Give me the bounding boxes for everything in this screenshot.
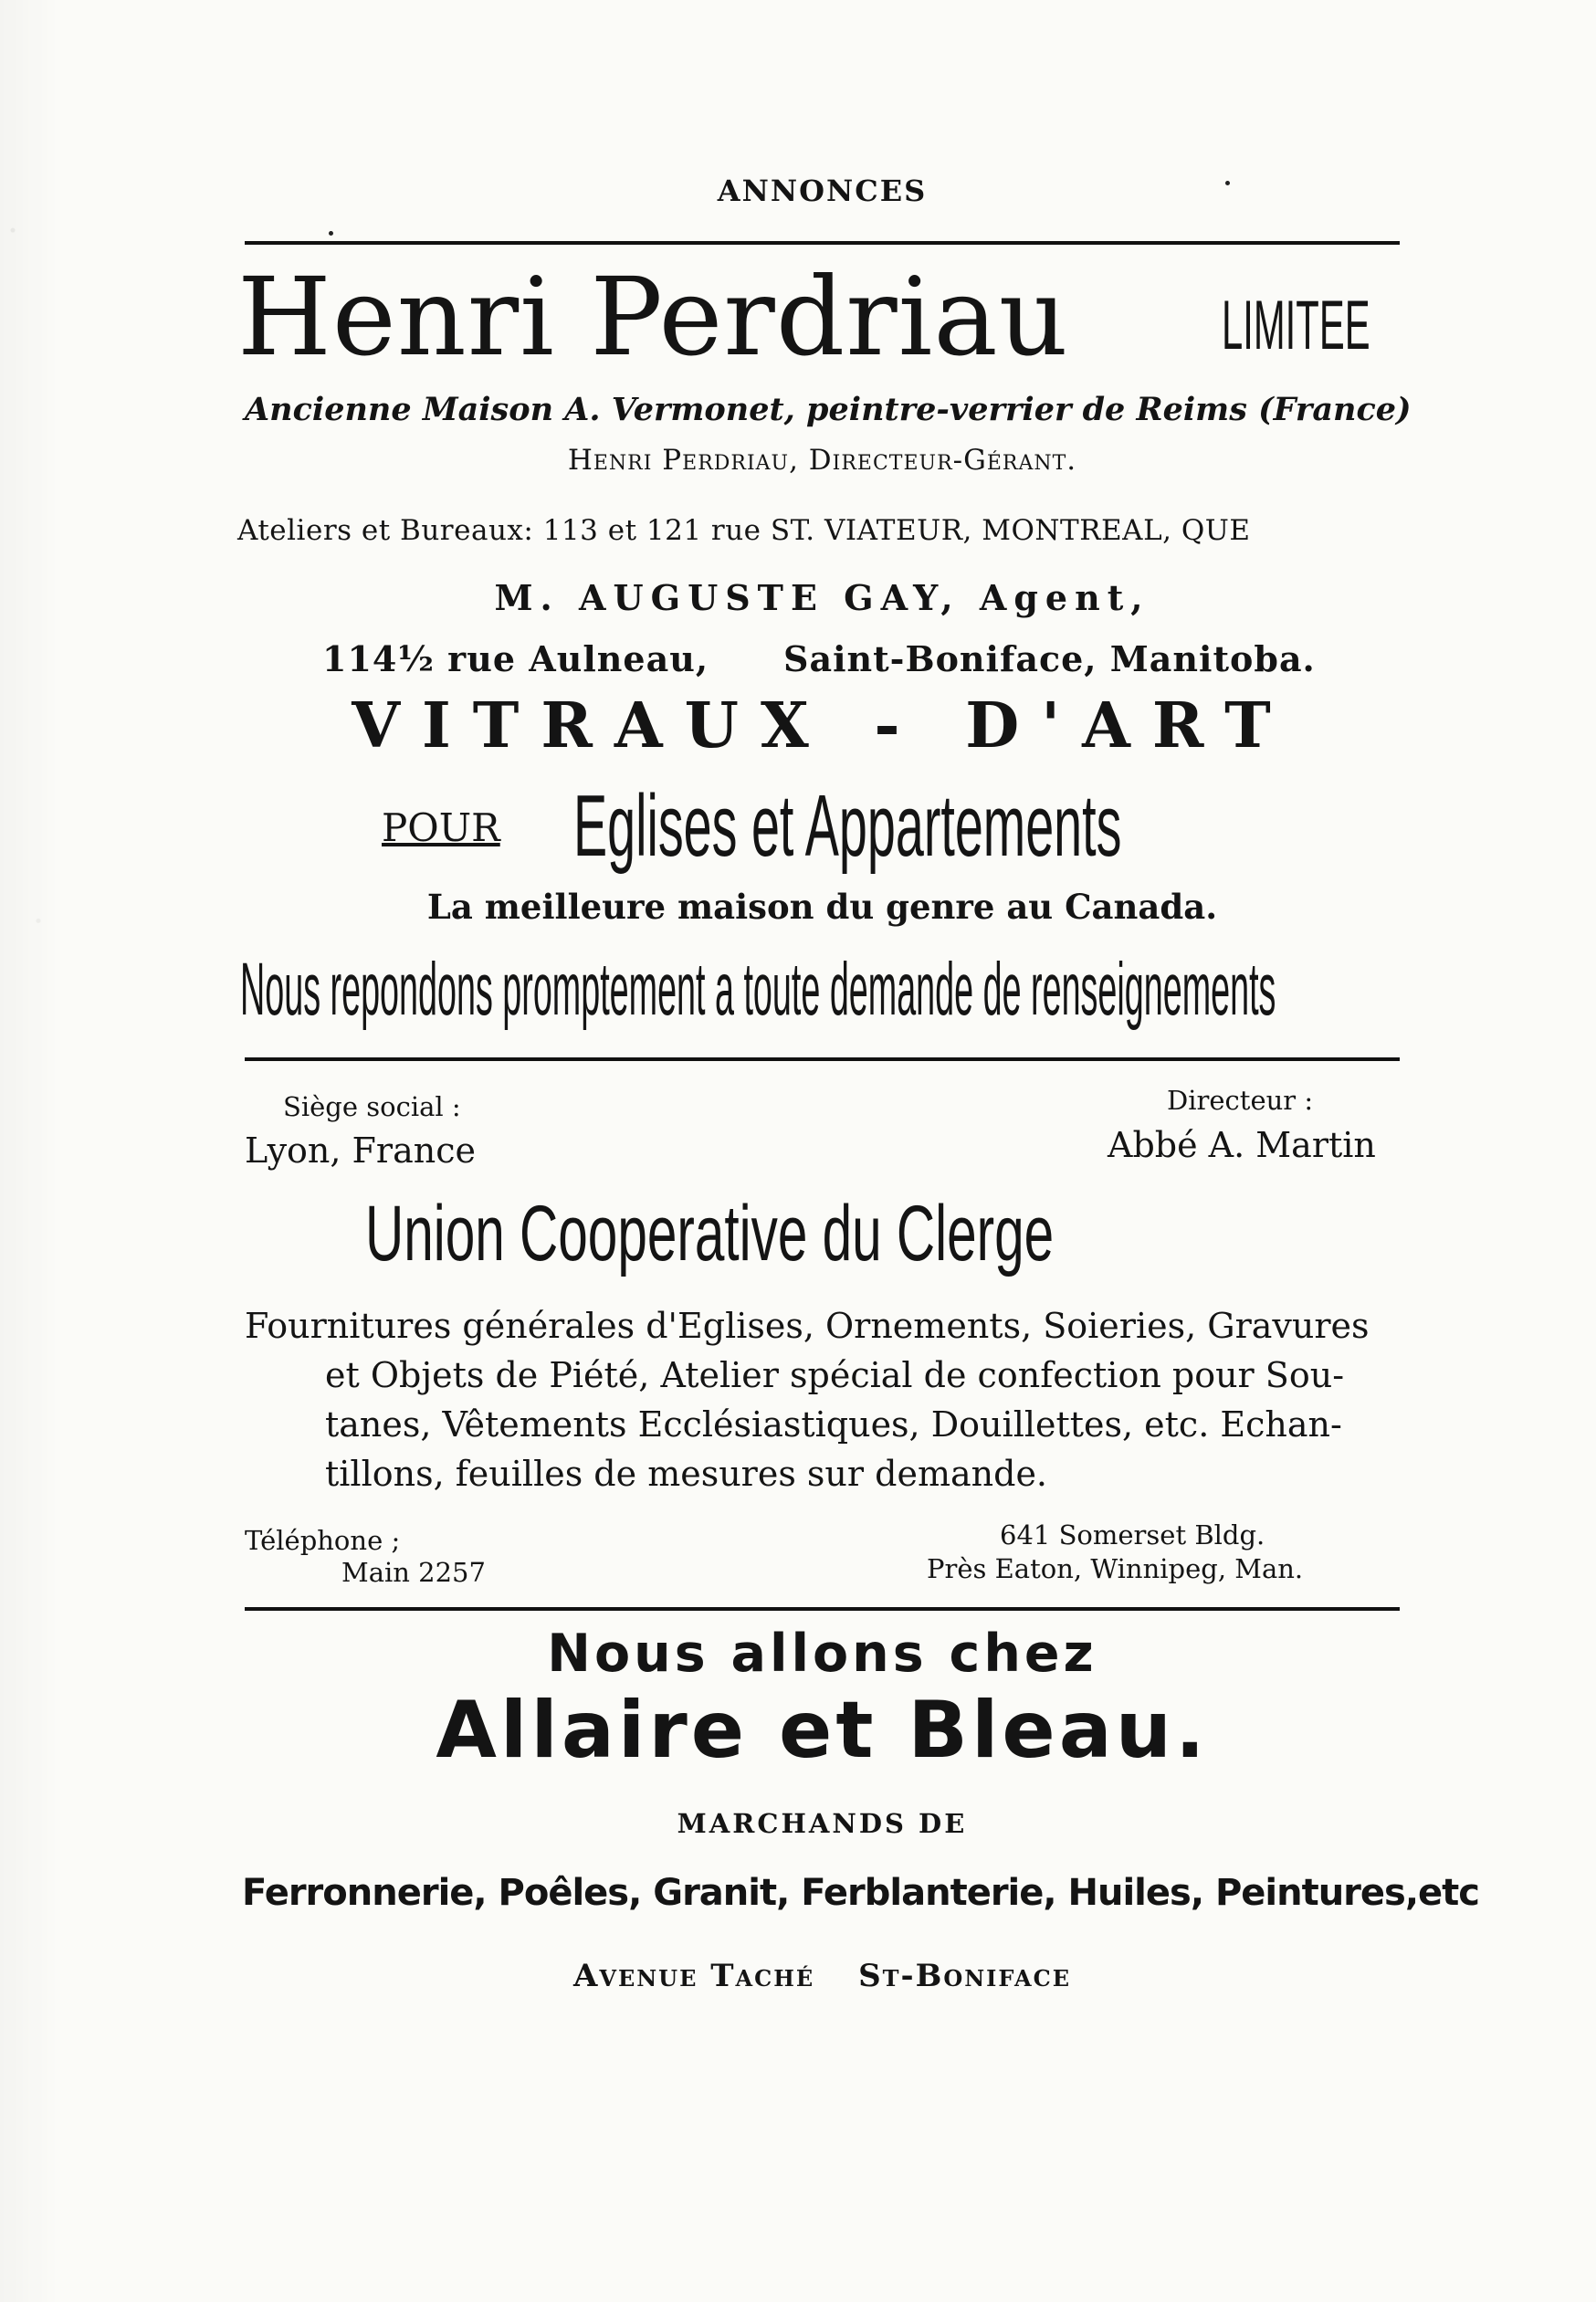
former-house-line: Ancienne Maison A. Vermonet, peintre-verrier de Reims (France) — [245, 391, 1412, 428]
vitraux-headline: VITRAUX - D'ART — [352, 689, 1293, 762]
canada-claim: La meilleure maison du genre au Canada. — [426, 887, 1218, 927]
allaire-title: Allaire et Bleau. — [436, 1685, 1209, 1776]
allaire-address — [245, 1958, 1400, 1994]
seat-value: Lyon, France — [245, 1130, 476, 1171]
agent-address — [322, 638, 1316, 679]
director-label: Directeur : — [1167, 1085, 1314, 1116]
response-line: Nous repondons promptement a toute demande de renseignements — [240, 948, 1276, 1031]
section-rule-1 — [245, 1057, 1400, 1061]
agent-name: M. AUGUSTE GAY, Agent, — [494, 577, 1150, 618]
description-line: tillons, feuilles de mesures sur demande. — [325, 1454, 1048, 1494]
telephone-label: Téléphone ; — [245, 1525, 401, 1556]
allaire-street: Avenue Taché — [572, 1958, 815, 1994]
top-rule — [245, 241, 1400, 245]
description-line: et Objets de Piété, Atelier spécial de confection pour Sou- — [325, 1355, 1345, 1395]
union-title: Union Cooperative du Clerge — [365, 1190, 1055, 1277]
purpose-line — [382, 776, 1249, 877]
merchants-label: MARCHANDS DE — [677, 1808, 968, 1839]
building-address: 641 Somerset Bldg. — [1000, 1519, 1265, 1550]
director-value: Abbé A. Martin — [1108, 1125, 1376, 1165]
perdriau-title: Henri Perdriau — [237, 254, 1069, 380]
description-line: tanes, Vêtements Ecclésiastiques, Douillettes, etc. Echan- — [325, 1404, 1342, 1445]
print-speck — [329, 231, 333, 236]
perdriau-address: Ateliers et Bureaux: 113 et 121 rue ST. VIATEUR, MONTREAL, QUE — [237, 514, 1251, 547]
seat-label: Siège social : — [283, 1091, 461, 1122]
allaire-city: St-Boniface — [858, 1958, 1072, 1994]
winnipeg-location: Près Eaton, Winnipeg, Man. — [927, 1553, 1304, 1584]
telephone-value: Main 2257 — [341, 1557, 486, 1588]
perdriau-director: Henri Perdriau, Directeur-Gérant. — [567, 444, 1077, 477]
page-header: ANNONCES — [717, 173, 928, 208]
description-line: Fournitures générales d'Eglises, Ornements, Soieries, Gravures — [245, 1306, 1370, 1346]
perdriau-limitee: LIMITEE — [1222, 287, 1370, 364]
section-rule-2 — [245, 1607, 1400, 1611]
allons-line: Nous allons chez — [547, 1624, 1097, 1684]
purpose-text: Eglises et Appartements — [573, 777, 1122, 875]
pour-label: POUR — [382, 805, 500, 850]
goods-list: Ferronnerie, Poêles, Granit, Ferblanterie, Huiles, Peintures,etc — [242, 1872, 1480, 1914]
agent-street: 114½ rue Aulneau, — [322, 638, 709, 679]
agent-city: Saint-Boniface, Manitoba. — [783, 638, 1316, 679]
union-description — [245, 1301, 1400, 1498]
scan-edge-texture — [0, 0, 64, 2302]
